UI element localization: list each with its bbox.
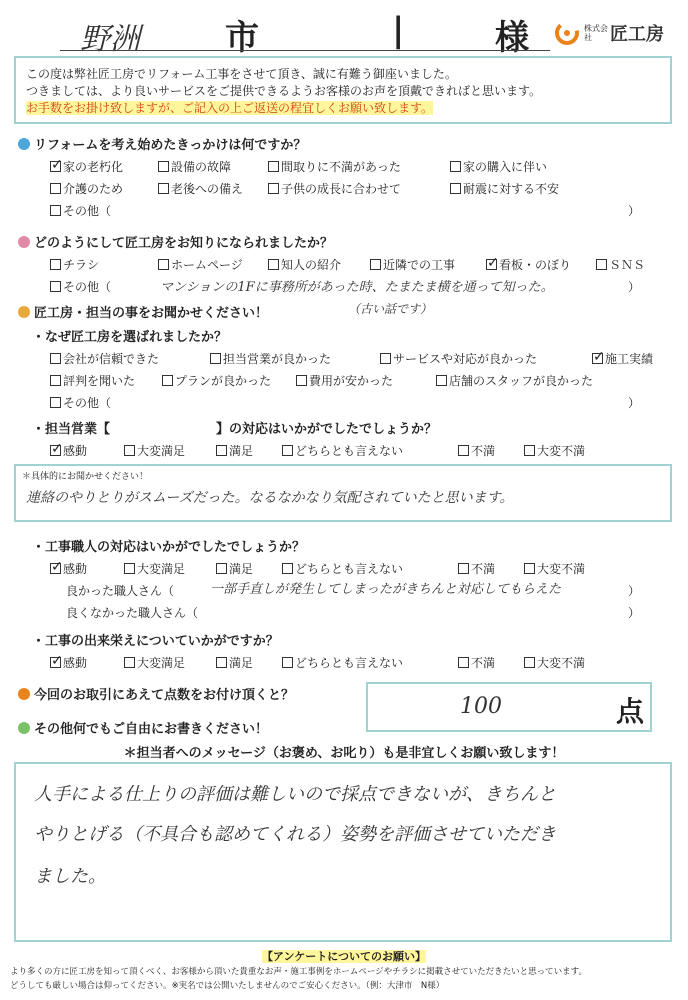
name-mark: | [392,10,405,50]
sales-rating-very-satisfied[interactable]: 大変満足 [124,442,185,459]
q3-opt-service[interactable]: サービスや対応が良かった [380,350,537,367]
free-comment-line-3: ました。 [34,866,106,887]
q2-title: どのようにして匠工房をお知りになられましたか？ [18,232,333,251]
score-unit: 点 [616,695,645,728]
q2-opt-referral[interactable]: 知人の紹介 [268,256,341,273]
footer-line-2: どうしても厳しい場合は仰ってください。※実名では公開いたしませんのでご安心ください。（例：大津市 N様） [10,981,445,991]
q3-sub1: ・なぜ匠工房を選ばれましたか？ [32,330,228,345]
quality-rating-very-dissatisfied[interactable]: 大変不満 [524,654,585,671]
q1-opt-children[interactable]: 子供の成長に合わせて [268,180,401,197]
free-comment-box[interactable] [14,762,672,942]
q2-opt-signboard[interactable]: ✓ 看板・のぼり [486,256,571,273]
craft-rating-dissatisfied[interactable]: 不満 [458,560,495,577]
checkbox-checked-icon [50,161,61,172]
q3-sub2: ・担当営業【 】の対応はいかがでしたでしょうか？ [32,422,438,437]
q1-close: ） [628,204,641,218]
quality-rating-kando[interactable]: ✓感動 [50,654,87,671]
q3-opt-price[interactable]: 費用が安かった [296,372,393,389]
good-close: ） [628,584,641,598]
checkbox-checked-icon [50,445,61,456]
flower-icon [18,722,30,734]
q1-opt-failure[interactable]: 設備の故障 [158,158,231,175]
craft-rating-very-dissatisfied[interactable]: 大変不満 [524,560,585,577]
sales-rating-dissatisfied[interactable]: 不満 [458,442,495,459]
bad-close: ） [628,606,641,620]
q2-other-handwritten-2: （古い話です） [348,302,433,316]
quality-rating-dissatisfied[interactable]: 不満 [458,654,495,671]
score-box[interactable] [366,682,652,732]
flower-icon [18,306,30,318]
q1-opt-other[interactable]: その他（ [50,202,111,219]
q1-opt-layout[interactable]: 間取りに不満があった [268,158,401,175]
q7-sub: ＊担当者へのメッセージ（お褒め、お叱り）も是非宜しくお願い致します！ [123,746,565,761]
quality-rating-satisfied[interactable]: 満足 [216,654,253,671]
q1-opt-purchase[interactable]: 家の購入に伴い [450,158,547,175]
checkbox-checked-icon [50,563,61,574]
comment-label: ＊具体的にお聞かせください！ [22,472,149,482]
q3-title: 匠工房・担当の事をお聞かせください！ [18,302,268,321]
quality-rating-neutral[interactable]: どちらとも言えない [282,654,403,671]
flower-icon [18,138,30,150]
checkbox-checked-icon [50,657,61,668]
bad-craftsman-label: 良くなかった職人さん（ [66,606,199,620]
intro-line-2: つきましては、より良いサービスをご提供できるようお客様のお声を頂戴できればと思います。 [26,84,542,98]
q2-opt-sns[interactable]: ＳＮＳ [596,256,645,273]
company-logo-icon [554,20,580,46]
good-craftsman-handwritten: 一部手直しが発生してしまったがきちんと対応してもらえた [210,582,562,597]
q3-opt-results[interactable]: ✓ 施工実績 [592,350,653,367]
checkbox-checked-icon [486,259,497,270]
header-underline [60,50,550,51]
intro-box [14,56,672,124]
company-name: 匠工房 [610,24,664,45]
flower-icon [18,236,30,248]
q2-opt-homepage[interactable]: ホームページ [158,256,243,273]
q3-opt-plan[interactable]: プランが良かった [162,372,271,389]
q2-other-handwritten: マンションの1Fに事務所があった時、たまたま横を通って知った。 [160,280,554,295]
craft-rating-very-satisfied[interactable]: 大変満足 [124,560,185,577]
comment-box[interactable] [14,464,672,522]
q1-opt-quake[interactable]: 耐震に対する不安 [450,180,559,197]
sales-rating-very-dissatisfied[interactable]: 大変不満 [524,442,585,459]
q2-opt-other[interactable]: その他（ [50,278,111,295]
q3-opt-trust[interactable]: 会社が信頼できた [50,350,159,367]
q7-title: その他何でもご自由にお書きください！ [18,718,268,737]
q3-opt-reputation[interactable]: 評判を聞いた [50,372,135,389]
craft-rating-kando[interactable]: ✓感動 [50,560,87,577]
checkbox-checked-icon [592,353,603,364]
q2-close: ） [628,280,641,294]
q4-title: ・工事職人の対応はいかがでしたでしょうか？ [32,540,306,555]
sales-rating-neutral[interactable]: どちらとも言えない [282,442,403,459]
city-suffix: 市 [225,18,259,58]
city-handwritten: 野洲 [80,22,140,57]
craft-rating-satisfied[interactable]: 満足 [216,560,253,577]
intro-line-1: この度は弊社匠工房でリフォーム工事をさせて頂き、誠に有難う御座いました。 [26,67,457,81]
company-kaisha: 株式会社 [584,24,608,42]
q6-title: 今回のお取引にあえて点数をお付け頂くと？ [18,684,294,703]
q3-opt-sales[interactable]: 担当営業が良かった [210,350,331,367]
intro-line-3: お手数をお掛け致しますが、ご記入の上ご返送の程宜しくお願い致します。 [26,101,434,115]
q2-opt-flyer[interactable]: チラシ [50,256,99,273]
footer-line-1: より多くの方に匠工房を知って頂くべく、お客様から頂いた貴重なお声・施工事例をホームページやチラシに掲載させていただきたいと思っています。 [10,967,587,977]
q2-opt-nearby[interactable]: 近隣での工事 [370,256,455,273]
sales-rating-satisfied[interactable]: 満足 [216,442,253,459]
free-comment-line-1: 人手による仕上りの評価は難しいので採点できないが、きちんと [34,784,556,805]
q3-close: ） [628,396,641,410]
free-comment-line-2: やりとげる（不具合も認めてくれる）姿勢を評価させていただき [34,824,556,845]
footer-heading: 【アンケートについてのお願い】 [261,950,427,963]
quality-rating-very-satisfied[interactable]: 大変満足 [124,654,185,671]
comment-handwritten: 連絡のやりとりがスムーズだった。なるなかなり気配されていたと思います。 [26,490,514,506]
honorific: 様 [495,18,529,58]
sales-rating-kando[interactable]: ✓感動 [50,442,87,459]
flower-icon [18,688,30,700]
q1-opt-care[interactable]: 介護のため [50,180,123,197]
q3-opt-staff[interactable]: 店舗のスタッフが良かった [436,372,593,389]
q1-opt-aging[interactable]: ✓家の老朽化 [50,158,123,175]
q1-title: リフォームを考え始めたきっかけは何ですか？ [18,134,306,153]
good-craftsman-label: 良かった職人さん（ [66,584,175,598]
q5-title: ・工事の出来栄えについていかがですか？ [32,634,279,649]
score-handwritten: 100 [460,694,502,719]
craft-rating-neutral[interactable]: どちらとも言えない [282,560,403,577]
q3-opt-other[interactable]: その他（ [50,394,111,411]
q1-opt-old-age[interactable]: 老後への備え [158,180,243,197]
